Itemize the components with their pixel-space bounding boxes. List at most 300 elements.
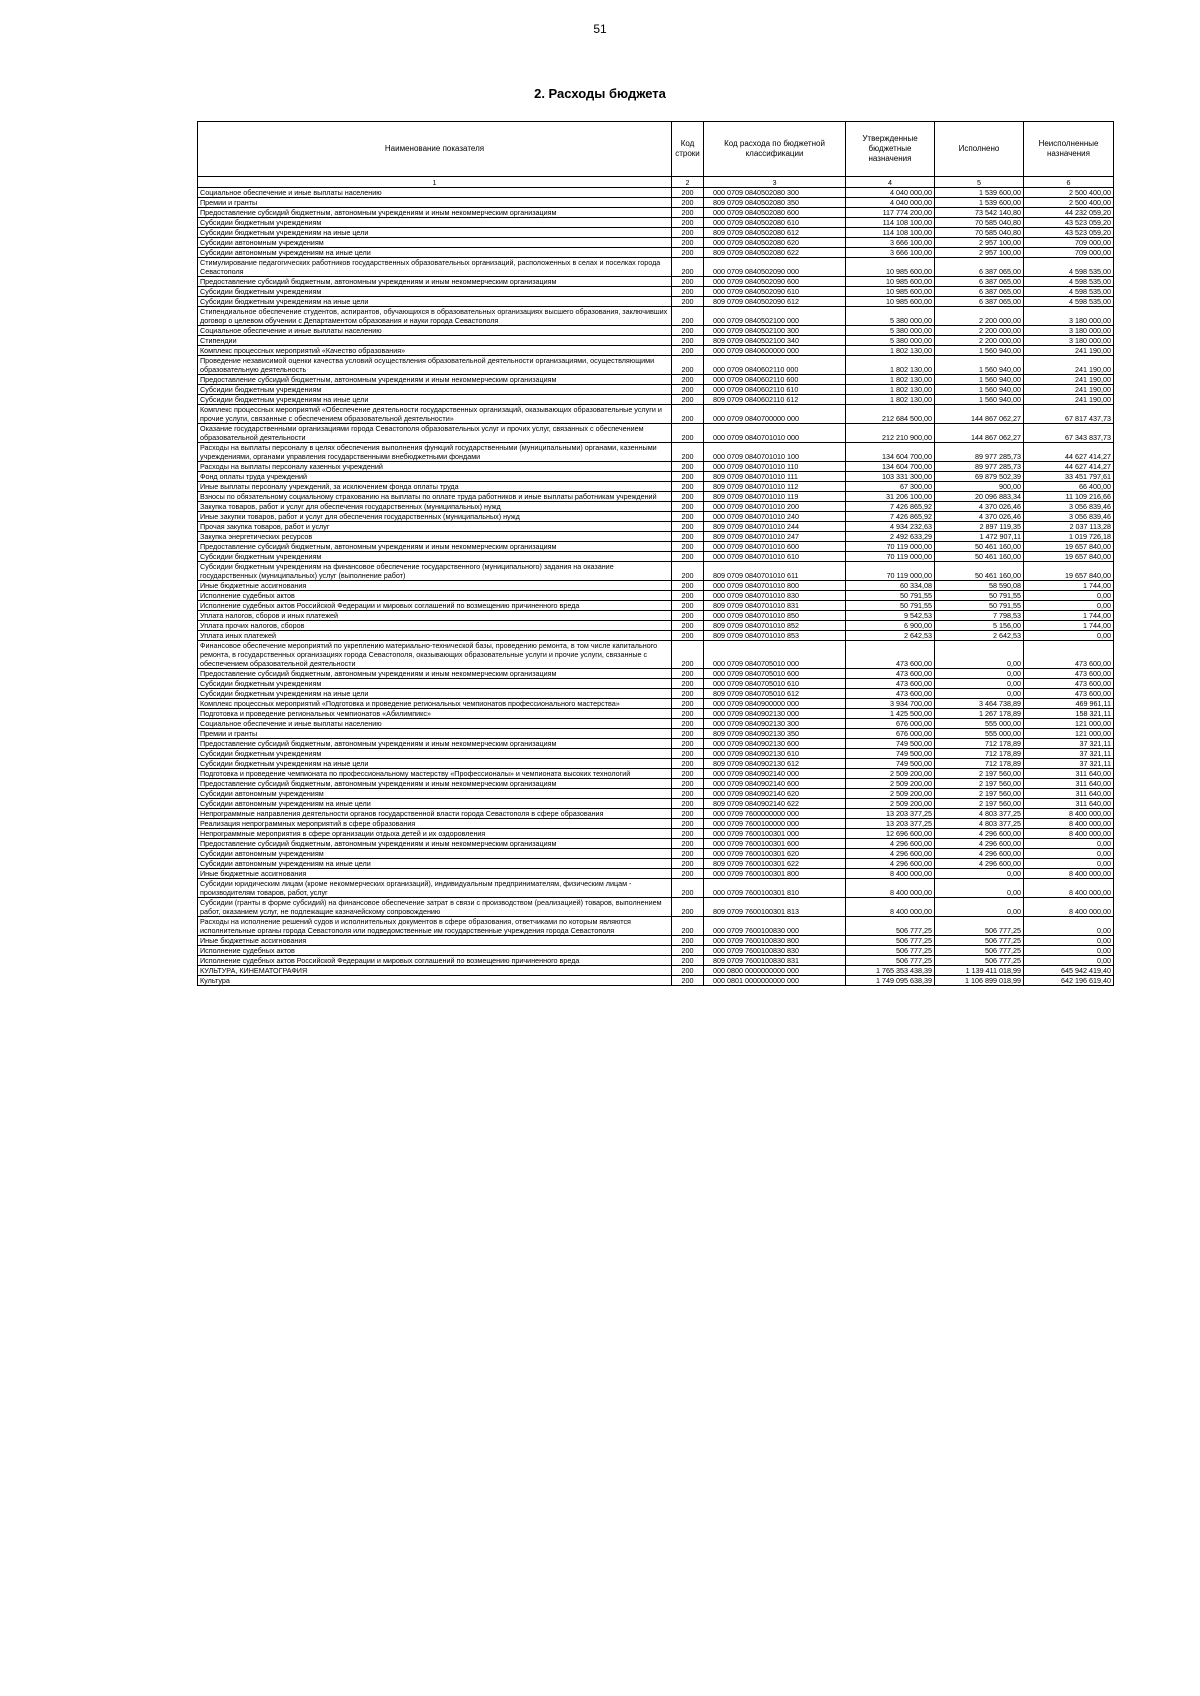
budget-code: 000 0709 0840902130 600 — [704, 739, 846, 749]
unexecuted-amount: 0,00 — [1024, 591, 1114, 601]
row-name: Премии и гранты — [198, 729, 672, 739]
row-code: 200 — [672, 542, 704, 552]
executed-amount: 712 178,89 — [935, 749, 1024, 759]
table-row — [198, 759, 1114, 769]
unexecuted-amount: 241 190,00 — [1024, 395, 1114, 405]
approved-amount: 134 604 700,00 — [846, 443, 935, 462]
budget-code: 809 0709 0840602110 612 — [704, 395, 846, 405]
budget-code: 000 0709 0840602110 610 — [704, 385, 846, 395]
table-row — [198, 739, 1114, 749]
approved-amount: 2 492 633,29 — [846, 532, 935, 542]
header-budget-code: Код расхода по бюджетной классификации — [704, 122, 846, 177]
unexecuted-amount: 473 600,00 — [1024, 641, 1114, 669]
executed-amount: 2 642,53 — [935, 631, 1024, 641]
unexecuted-amount: 8 400 000,00 — [1024, 829, 1114, 839]
row-code: 200 — [672, 699, 704, 709]
row-name: Расходы на выплаты персоналу казенных учреждений — [198, 462, 672, 472]
budget-code: 809 0709 0840701010 111 — [704, 472, 846, 482]
executed-amount: 73 542 140,80 — [935, 208, 1024, 218]
row-code: 200 — [672, 532, 704, 542]
executed-amount: 506 777,25 — [935, 946, 1024, 956]
row-name: Субсидии автономным учреждениям на иные цели — [198, 799, 672, 809]
unexecuted-amount: 0,00 — [1024, 956, 1114, 966]
row-code: 200 — [672, 809, 704, 819]
unexecuted-amount: 241 190,00 — [1024, 385, 1114, 395]
row-name: Расходы на исполнение решений судов и исполнительных документов в сфере образования, ответчиками по которым являются исполнительные органы города Севастополя или подведомственные им государственные учреждения города Севастополя — [198, 917, 672, 936]
row-name: Взносы по обязательному социальному страхованию на выплаты по оплате труда работников и иные выплаты работникам учреждений — [198, 492, 672, 502]
table-row — [198, 336, 1114, 346]
executed-amount: 50 461 160,00 — [935, 562, 1024, 581]
unexecuted-amount: 0,00 — [1024, 839, 1114, 849]
budget-code: 000 0709 7600100301 800 — [704, 869, 846, 879]
row-code: 200 — [672, 562, 704, 581]
budget-code: 809 0709 0840701010 852 — [704, 621, 846, 631]
approved-amount: 4 040 000,00 — [846, 198, 935, 208]
unexecuted-amount: 0,00 — [1024, 917, 1114, 936]
table-row — [198, 562, 1114, 581]
table-row — [198, 779, 1114, 789]
table-row — [198, 542, 1114, 552]
column-number-row — [198, 177, 1114, 188]
executed-amount: 0,00 — [935, 641, 1024, 669]
budget-code: 000 0801 0000000000 000 — [704, 976, 846, 986]
budget-code: 000 0709 7600100830 830 — [704, 946, 846, 956]
budget-code: 809 0709 0840701010 831 — [704, 601, 846, 611]
unexecuted-amount: 0,00 — [1024, 946, 1114, 956]
unexecuted-amount: 3 180 000,00 — [1024, 326, 1114, 336]
column-number: 5 — [935, 177, 1024, 188]
budget-code: 809 0709 0840701010 244 — [704, 522, 846, 532]
approved-amount: 1 802 130,00 — [846, 395, 935, 405]
table-row — [198, 581, 1114, 591]
executed-amount: 4 296 600,00 — [935, 859, 1024, 869]
unexecuted-amount: 33 451 797,61 — [1024, 472, 1114, 482]
table-row — [198, 601, 1114, 611]
approved-amount: 70 119 000,00 — [846, 552, 935, 562]
executed-amount: 7 798,53 — [935, 611, 1024, 621]
row-name: Исполнение судебных актов — [198, 946, 672, 956]
unexecuted-amount: 4 598 535,00 — [1024, 277, 1114, 287]
row-code: 200 — [672, 729, 704, 739]
executed-amount: 50 461 160,00 — [935, 552, 1024, 562]
row-code: 200 — [672, 356, 704, 375]
approved-amount: 473 600,00 — [846, 669, 935, 679]
row-code: 200 — [672, 859, 704, 869]
table-row — [198, 719, 1114, 729]
approved-amount: 1 765 353 438,39 — [846, 966, 935, 976]
budget-code: 000 0709 0840602110 600 — [704, 375, 846, 385]
budget-code: 809 0709 0840701010 112 — [704, 482, 846, 492]
unexecuted-amount: 3 056 839,46 — [1024, 512, 1114, 522]
row-name: Комплекс процессных мероприятий «Качество образования» — [198, 346, 672, 356]
budget-code: 000 0709 0840502100 300 — [704, 326, 846, 336]
row-code: 200 — [672, 679, 704, 689]
row-name: Субсидии бюджетным учреждениям на финансовое обеспечение государственного (муниципального) задания на оказание государственных (муниципальных) услуг (выполнение работ) — [198, 562, 672, 581]
header-approved: Утвержденные бюджетные назначения — [846, 122, 935, 177]
approved-amount: 114 108 100,00 — [846, 228, 935, 238]
unexecuted-amount: 645 942 419,40 — [1024, 966, 1114, 976]
approved-amount: 506 777,25 — [846, 946, 935, 956]
row-name: Субсидии бюджетным учреждениям — [198, 749, 672, 759]
unexecuted-amount: 67 817 437,73 — [1024, 405, 1114, 424]
row-name: Исполнение судебных актов — [198, 591, 672, 601]
row-code: 200 — [672, 869, 704, 879]
row-name: Предоставление субсидий бюджетным, автономным учреждениям и иным некоммерческим организациям — [198, 375, 672, 385]
executed-amount: 2 197 560,00 — [935, 799, 1024, 809]
executed-amount: 70 585 040,80 — [935, 218, 1024, 228]
row-name: Предоставление субсидий бюджетным, автономным учреждениям и иным некоммерческим организациям — [198, 542, 672, 552]
expenses-table — [197, 121, 1114, 986]
row-name: Субсидии бюджетным учреждениям на иные цели — [198, 689, 672, 699]
executed-amount: 20 096 883,34 — [935, 492, 1024, 502]
budget-code: 000 0709 0840701010 000 — [704, 424, 846, 443]
budget-code: 000 0709 0840700000 000 — [704, 405, 846, 424]
approved-amount: 4 934 232,63 — [846, 522, 935, 532]
executed-amount: 0,00 — [935, 679, 1024, 689]
column-number: 4 — [846, 177, 935, 188]
table-row — [198, 859, 1114, 869]
budget-code: 809 0709 7600100301 622 — [704, 859, 846, 869]
budget-code: 809 0709 0840502100 340 — [704, 336, 846, 346]
approved-amount: 212 210 900,00 — [846, 424, 935, 443]
table-row — [198, 258, 1114, 277]
unexecuted-amount: 642 196 619,40 — [1024, 976, 1114, 986]
unexecuted-amount: 1 019 726,18 — [1024, 532, 1114, 542]
approved-amount: 676 000,00 — [846, 719, 935, 729]
unexecuted-amount: 473 600,00 — [1024, 679, 1114, 689]
unexecuted-amount: 0,00 — [1024, 631, 1114, 641]
budget-code: 000 0709 0840902140 600 — [704, 779, 846, 789]
row-name: Прочая закупка товаров, работ и услуг — [198, 522, 672, 532]
executed-amount: 4 370 026,46 — [935, 512, 1024, 522]
executed-amount: 4 803 377,25 — [935, 819, 1024, 829]
row-code: 200 — [672, 966, 704, 976]
unexecuted-amount: 2 500 400,00 — [1024, 198, 1114, 208]
unexecuted-amount: 311 640,00 — [1024, 789, 1114, 799]
approved-amount: 1 749 095 638,39 — [846, 976, 935, 986]
row-name: Субсидии бюджетным учреждениям на иные цели — [198, 759, 672, 769]
budget-code: 000 0709 0840502100 000 — [704, 307, 846, 326]
budget-code: 809 0709 0840502090 612 — [704, 297, 846, 307]
unexecuted-amount: 473 600,00 — [1024, 689, 1114, 699]
unexecuted-amount: 121 000,00 — [1024, 719, 1114, 729]
executed-amount: 0,00 — [935, 869, 1024, 879]
column-number: 2 — [672, 177, 704, 188]
approved-amount: 1 802 130,00 — [846, 346, 935, 356]
table-row — [198, 424, 1114, 443]
budget-code: 000 0709 0840502080 600 — [704, 208, 846, 218]
row-code: 200 — [672, 936, 704, 946]
executed-amount: 2 200 000,00 — [935, 336, 1024, 346]
budget-code: 809 0709 0840701010 119 — [704, 492, 846, 502]
row-code: 200 — [672, 405, 704, 424]
executed-amount: 144 867 062,27 — [935, 424, 1024, 443]
approved-amount: 2 509 200,00 — [846, 769, 935, 779]
row-code: 200 — [672, 287, 704, 297]
row-code: 200 — [672, 641, 704, 669]
budget-code: 000 0709 0840902130 000 — [704, 709, 846, 719]
table-row — [198, 297, 1114, 307]
executed-amount: 4 803 377,25 — [935, 809, 1024, 819]
approved-amount: 10 985 600,00 — [846, 258, 935, 277]
executed-amount: 555 000,00 — [935, 719, 1024, 729]
table-row — [198, 198, 1114, 208]
table-row — [198, 729, 1114, 739]
row-code: 200 — [672, 443, 704, 462]
row-name: Иные бюджетные ассигнования — [198, 581, 672, 591]
row-code: 200 — [672, 631, 704, 641]
table-row — [198, 472, 1114, 482]
budget-code: 809 0709 0840502080 612 — [704, 228, 846, 238]
row-code: 200 — [672, 591, 704, 601]
approved-amount: 12 696 600,00 — [846, 829, 935, 839]
approved-amount: 7 426 865,92 — [846, 512, 935, 522]
row-code: 200 — [672, 277, 704, 287]
unexecuted-amount: 241 190,00 — [1024, 346, 1114, 356]
unexecuted-amount: 37 321,11 — [1024, 759, 1114, 769]
table-row — [198, 502, 1114, 512]
row-code: 200 — [672, 898, 704, 917]
table-row — [198, 789, 1114, 799]
unexecuted-amount: 1 744,00 — [1024, 611, 1114, 621]
executed-amount: 50 791,55 — [935, 601, 1024, 611]
budget-code: 000 0709 0840902140 620 — [704, 789, 846, 799]
unexecuted-amount: 2 500 400,00 — [1024, 188, 1114, 198]
row-code: 200 — [672, 552, 704, 562]
row-name: Расходы на выплаты персоналу в целях обеспечения выполнения функций государственными (муниципальными) органами, казенными учреждениями, органами управления государственными внебюджетными фондами — [198, 443, 672, 462]
unexecuted-amount: 8 400 000,00 — [1024, 809, 1114, 819]
approved-amount: 10 985 600,00 — [846, 287, 935, 297]
row-code: 200 — [672, 789, 704, 799]
executed-amount: 89 977 285,73 — [935, 443, 1024, 462]
row-name: Предоставление субсидий бюджетным, автономным учреждениям и иным некоммерческим организациям — [198, 277, 672, 287]
row-name: Фонд оплаты труда учреждений — [198, 472, 672, 482]
executed-amount: 2 957 100,00 — [935, 248, 1024, 258]
row-code: 200 — [672, 779, 704, 789]
row-name: Уплата налогов, сборов и иных платежей — [198, 611, 672, 621]
row-code: 200 — [672, 297, 704, 307]
row-code: 200 — [672, 739, 704, 749]
row-name: Подготовка и проведение региональных чемпионатов «Абилимпикс» — [198, 709, 672, 719]
unexecuted-amount: 2 037 113,28 — [1024, 522, 1114, 532]
executed-amount: 50 461 160,00 — [935, 542, 1024, 552]
approved-amount: 114 108 100,00 — [846, 218, 935, 228]
executed-amount: 2 897 119,35 — [935, 522, 1024, 532]
row-name: Стипендии — [198, 336, 672, 346]
approved-amount: 3 666 100,00 — [846, 248, 935, 258]
unexecuted-amount: 8 400 000,00 — [1024, 898, 1114, 917]
column-number: 6 — [1024, 177, 1114, 188]
row-name: Субсидии бюджетным учреждениям — [198, 385, 672, 395]
approved-amount: 2 509 200,00 — [846, 779, 935, 789]
executed-amount: 1 560 940,00 — [935, 356, 1024, 375]
executed-amount: 4 296 600,00 — [935, 849, 1024, 859]
budget-code: 000 0709 7600100830 800 — [704, 936, 846, 946]
table-row — [198, 188, 1114, 198]
budget-code: 000 0709 0840900000 000 — [704, 699, 846, 709]
approved-amount: 1 425 500,00 — [846, 709, 935, 719]
unexecuted-amount: 0,00 — [1024, 859, 1114, 869]
row-code: 200 — [672, 188, 704, 198]
row-name: Культура — [198, 976, 672, 986]
table-row — [198, 492, 1114, 502]
row-name: Социальное обеспечение и иные выплаты населению — [198, 326, 672, 336]
executed-amount: 69 879 502,39 — [935, 472, 1024, 482]
approved-amount: 50 791,55 — [846, 601, 935, 611]
approved-amount: 2 509 200,00 — [846, 799, 935, 809]
row-code: 200 — [672, 346, 704, 356]
budget-code: 000 0709 7600100301 810 — [704, 879, 846, 898]
row-code: 200 — [672, 218, 704, 228]
budget-code: 809 0709 0840502080 350 — [704, 198, 846, 208]
unexecuted-amount: 11 109 216,66 — [1024, 492, 1114, 502]
executed-amount: 0,00 — [935, 898, 1024, 917]
unexecuted-amount: 0,00 — [1024, 601, 1114, 611]
approved-amount: 70 119 000,00 — [846, 562, 935, 581]
row-code: 200 — [672, 424, 704, 443]
executed-amount: 70 585 040,80 — [935, 228, 1024, 238]
row-name: Субсидии бюджетным учреждениям на иные цели — [198, 297, 672, 307]
unexecuted-amount: 3 180 000,00 — [1024, 307, 1114, 326]
table-row — [198, 385, 1114, 395]
row-code: 200 — [672, 581, 704, 591]
row-code: 200 — [672, 719, 704, 729]
executed-amount: 1 560 940,00 — [935, 346, 1024, 356]
unexecuted-amount: 19 657 840,00 — [1024, 542, 1114, 552]
header-row — [198, 122, 1114, 177]
budget-code: 000 0709 0840701010 100 — [704, 443, 846, 462]
executed-amount: 2 957 100,00 — [935, 238, 1024, 248]
table-row — [198, 966, 1114, 976]
approved-amount: 473 600,00 — [846, 689, 935, 699]
approved-amount: 10 985 600,00 — [846, 297, 935, 307]
row-code: 200 — [672, 601, 704, 611]
table-row — [198, 829, 1114, 839]
row-code: 200 — [672, 819, 704, 829]
unexecuted-amount: 8 400 000,00 — [1024, 819, 1114, 829]
budget-code: 809 0709 0840902140 622 — [704, 799, 846, 809]
budget-code: 000 0709 0840602110 000 — [704, 356, 846, 375]
table-row — [198, 356, 1114, 375]
budget-code: 000 0709 0840705010 610 — [704, 679, 846, 689]
approved-amount: 70 119 000,00 — [846, 542, 935, 552]
budget-code: 000 0709 0840502090 000 — [704, 258, 846, 277]
budget-code: 809 0709 0840902130 350 — [704, 729, 846, 739]
executed-amount: 144 867 062,27 — [935, 405, 1024, 424]
approved-amount: 1 802 130,00 — [846, 356, 935, 375]
row-name: Субсидии автономным учреждениям — [198, 789, 672, 799]
table-row — [198, 248, 1114, 258]
executed-amount: 0,00 — [935, 689, 1024, 699]
row-name: Субсидии автономным учреждениям — [198, 849, 672, 859]
budget-code: 000 0709 7600100301 620 — [704, 849, 846, 859]
row-name: Иные бюджетные ассигнования — [198, 936, 672, 946]
row-code: 200 — [672, 689, 704, 699]
table-row — [198, 669, 1114, 679]
row-name: Субсидии бюджетным учреждениям — [198, 679, 672, 689]
approved-amount: 4 296 600,00 — [846, 849, 935, 859]
budget-code: 000 0800 0000000000 000 — [704, 966, 846, 976]
row-code: 200 — [672, 709, 704, 719]
table-row — [198, 917, 1114, 936]
approved-amount: 506 777,25 — [846, 956, 935, 966]
budget-code: 000 0709 7600100301 000 — [704, 829, 846, 839]
row-name: Оказание государственными организациями города Севастополя образовательных услуг и прочих услуг, связанных с обеспечением образовательной деятельности — [198, 424, 672, 443]
row-name: Субсидии (гранты в форме субсидий) на финансовое обеспечение затрат в связи с производством (реализацией) товаров, выполнением работ, оказанием услуг, не подлежащие казначейскому сопровождению — [198, 898, 672, 917]
table-row — [198, 839, 1114, 849]
budget-code: 000 0709 0840502080 620 — [704, 238, 846, 248]
row-code: 200 — [672, 198, 704, 208]
budget-code: 000 0709 0840502080 610 — [704, 218, 846, 228]
approved-amount: 5 380 000,00 — [846, 336, 935, 346]
unexecuted-amount: 4 598 535,00 — [1024, 297, 1114, 307]
row-code: 200 — [672, 512, 704, 522]
row-name: Уплата прочих налогов, сборов — [198, 621, 672, 631]
executed-amount: 3 464 738,89 — [935, 699, 1024, 709]
table-row — [198, 218, 1114, 228]
unexecuted-amount: 311 640,00 — [1024, 799, 1114, 809]
row-code: 200 — [672, 395, 704, 405]
budget-code: 000 0709 0840701010 800 — [704, 581, 846, 591]
budget-code: 000 0709 0840705010 000 — [704, 641, 846, 669]
executed-amount: 1 560 940,00 — [935, 375, 1024, 385]
executed-amount: 4 296 600,00 — [935, 839, 1024, 849]
unexecuted-amount: 44 627 414,27 — [1024, 443, 1114, 462]
unexecuted-amount: 43 523 059,20 — [1024, 228, 1114, 238]
row-code: 200 — [672, 849, 704, 859]
row-name: Предоставление субсидий бюджетным, автономным учреждениям и иным некоммерческим организациям — [198, 669, 672, 679]
row-code: 200 — [672, 799, 704, 809]
table-row — [198, 443, 1114, 462]
approved-amount: 212 684 500,00 — [846, 405, 935, 424]
row-name: Проведение независимой оценки качества условий осуществления образовательной деятельности организациями, осуществляющими образовательную деятельность — [198, 356, 672, 375]
row-code: 200 — [672, 669, 704, 679]
executed-amount: 1 472 907,11 — [935, 532, 1024, 542]
executed-amount: 0,00 — [935, 669, 1024, 679]
row-name: Субсидии автономным учреждениям — [198, 238, 672, 248]
row-name: Стимулирование педагогических работников государственных образовательных организаций, расположенных в селах и поселках города Севастополя — [198, 258, 672, 277]
table-row — [198, 405, 1114, 424]
executed-amount: 1 139 411 018,99 — [935, 966, 1024, 976]
budget-code: 000 0709 0840701010 600 — [704, 542, 846, 552]
budget-code: 000 0709 0840600000 000 — [704, 346, 846, 356]
unexecuted-amount: 3 056 839,46 — [1024, 502, 1114, 512]
row-name: Субсидии бюджетным учреждениям — [198, 287, 672, 297]
row-code: 200 — [672, 956, 704, 966]
row-code: 200 — [672, 385, 704, 395]
row-name: Иные закупки товаров, работ и услуг для обеспечения государственных (муниципальных) нужд — [198, 512, 672, 522]
table-row — [198, 307, 1114, 326]
approved-amount: 13 203 377,25 — [846, 809, 935, 819]
row-code: 200 — [672, 522, 704, 532]
approved-amount: 60 334,08 — [846, 581, 935, 591]
budget-code: 000 0709 0840701010 850 — [704, 611, 846, 621]
row-code: 200 — [672, 258, 704, 277]
approved-amount: 50 791,55 — [846, 591, 935, 601]
approved-amount: 749 500,00 — [846, 759, 935, 769]
unexecuted-amount: 43 523 059,20 — [1024, 218, 1114, 228]
approved-amount: 4 040 000,00 — [846, 188, 935, 198]
budget-code: 000 0709 7600100301 600 — [704, 839, 846, 849]
table-row — [198, 621, 1114, 631]
budget-code: 809 0709 0840701010 853 — [704, 631, 846, 641]
table-row — [198, 956, 1114, 966]
budget-code: 000 0709 0840701010 240 — [704, 512, 846, 522]
executed-amount: 1 267 178,89 — [935, 709, 1024, 719]
unexecuted-amount: 1 744,00 — [1024, 581, 1114, 591]
executed-amount: 506 777,25 — [935, 917, 1024, 936]
table-row — [198, 769, 1114, 779]
